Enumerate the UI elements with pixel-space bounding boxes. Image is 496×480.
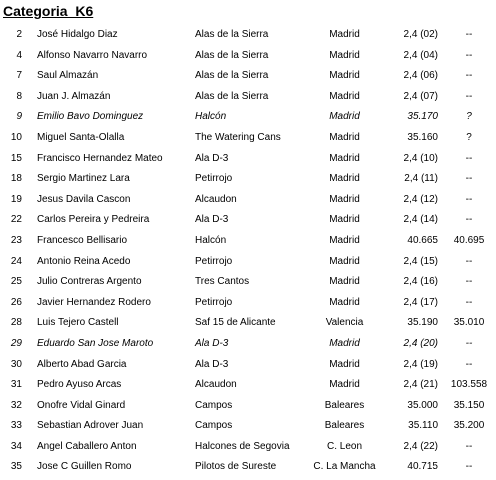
cell-result-1: 2,4 (21) (403, 379, 438, 391)
table-row (0, 190, 496, 211)
cell-number: 34 (10, 440, 22, 452)
cell-club: Tres Cantos (195, 276, 250, 288)
cell-result-1: 35.000 (407, 399, 438, 411)
cell-region: Baleares (324, 399, 365, 411)
cell-club: Alas de la Sierra (195, 90, 269, 102)
cell-result-2: 35.010 (453, 317, 485, 329)
cell-result-2: 40.695 (453, 234, 485, 246)
cell-result-2: -- (465, 296, 473, 308)
table-row (0, 210, 496, 231)
cell-number: 15 (10, 152, 22, 164)
cell-region: Madrid (329, 131, 360, 143)
cell-result-2: -- (465, 255, 473, 267)
cell-number: 2 (16, 29, 22, 40)
cell-result-2: -- (465, 193, 473, 205)
cell-pilot-name: Antonio Reina Acedo (37, 255, 131, 267)
cell-result-2: ? (466, 111, 472, 123)
cell-region: Madrid (329, 276, 360, 288)
cell-result-1: 40.665 (407, 234, 438, 246)
cell-result-1: 2,4 (06) (403, 70, 438, 82)
cell-region: C. La Mancha (313, 461, 376, 473)
cell-result-1: 35.170 (407, 111, 438, 123)
cell-club: The Watering Cans (195, 131, 281, 143)
cell-club: Alcaudon (195, 379, 237, 391)
cell-number: 4 (16, 49, 22, 61)
cell-region: Madrid (329, 214, 360, 226)
cell-result-2: -- (465, 461, 473, 473)
cell-number: 25 (10, 276, 22, 288)
table-row (0, 169, 496, 190)
cell-club: Alas de la Sierra (195, 70, 269, 82)
cell-number: 31 (10, 379, 22, 391)
cell-pilot-name: Carlos Pereira y Pedreira (37, 214, 150, 226)
cell-club: Pilotos de Sureste (195, 461, 277, 473)
cell-number: 30 (10, 358, 22, 370)
cell-number: 26 (10, 296, 22, 308)
cell-result-1: 2,4 (19) (403, 358, 438, 370)
cell-result-2: -- (465, 440, 473, 452)
table-row (0, 437, 496, 458)
cell-result-1: 2,4 (22) (403, 440, 438, 452)
cell-club: Halcones de Segovia (195, 440, 290, 452)
cell-result-2: 103.558 (450, 379, 488, 391)
cell-pilot-name: Alberto Abad Garcia (37, 358, 127, 370)
cell-pilot-name: Sebastian Adrover Juan (37, 420, 144, 432)
cell-result-2: -- (465, 49, 473, 61)
table-row (0, 25, 496, 46)
cell-result-1: 2,4 (11) (404, 173, 438, 185)
table-row (0, 128, 496, 149)
cell-pilot-name: José Hidalgo Diaz (37, 29, 118, 40)
table-row (0, 416, 496, 437)
cell-result-2: -- (465, 358, 473, 370)
cell-region: Madrid (329, 29, 360, 40)
cell-result-2: ? (466, 131, 472, 143)
cell-region: Madrid (329, 152, 360, 164)
table-row (0, 46, 496, 67)
cell-club: Halcón (195, 234, 227, 246)
cell-result-1: 35.110 (408, 420, 438, 432)
cell-number: 8 (16, 90, 22, 102)
cell-result-1: 2,4 (07) (403, 90, 438, 102)
cell-club: Halcón (195, 111, 227, 123)
cell-pilot-name: Pedro Ayuso Arcas (37, 379, 122, 391)
cell-club: Ala D-3 (195, 214, 229, 226)
cell-result-1: 2,4 (15) (403, 255, 438, 267)
table-row (0, 396, 496, 417)
cell-region: Madrid (329, 173, 360, 185)
page-title: Categoria K6 (3, 3, 94, 19)
cell-pilot-name: Sergio Martinez Lara (37, 173, 130, 185)
table-row (0, 149, 496, 170)
table-row (0, 355, 496, 376)
cell-pilot-name: Javier Hernandez Rodero (37, 296, 151, 308)
cell-result-2: -- (465, 337, 473, 349)
cell-pilot-name: Francisco Hernandez Mateo (37, 152, 163, 164)
cell-club: Petirrojo (195, 296, 233, 308)
cell-region: Madrid (329, 379, 360, 391)
cell-result-2: 35.150 (453, 399, 485, 411)
table-row (0, 252, 496, 273)
cell-pilot-name: Angel Caballero Anton (37, 440, 137, 452)
cell-number: 28 (10, 317, 22, 329)
cell-number: 35 (10, 461, 22, 473)
cell-pilot-name: Miguel Santa-Olalla (37, 131, 125, 143)
cell-club: Ala D-3 (195, 358, 229, 370)
cell-pilot-name: Jesus Davila Cascon (37, 193, 131, 205)
cell-result-2: -- (465, 90, 473, 102)
cell-number: 33 (10, 420, 22, 432)
cell-club: Alas de la Sierra (195, 29, 269, 40)
cell-pilot-name: Onofre Vidal Ginard (37, 399, 126, 411)
cell-club: Petirrojo (195, 173, 233, 185)
cell-result-1: 2,4 (14) (403, 214, 438, 226)
cell-number: 18 (10, 173, 22, 185)
cell-region: Valencia (325, 317, 364, 329)
table-row (0, 272, 496, 293)
table-row (0, 87, 496, 108)
cell-region: Madrid (329, 255, 360, 267)
table-row (0, 375, 496, 396)
cell-result-1: 2,4 (16) (403, 276, 438, 288)
cell-club: Campos (195, 399, 233, 411)
cell-club: Campos (195, 420, 233, 432)
cell-pilot-name: Emilio Bavo Dominguez (37, 111, 144, 123)
table-row (0, 334, 496, 355)
cell-number: 9 (16, 111, 22, 123)
cell-result-2: -- (465, 29, 473, 40)
cell-result-2: -- (465, 276, 473, 288)
cell-region: Madrid (329, 337, 360, 349)
cell-club: Alcaudon (195, 193, 237, 205)
cell-pilot-name: Luis Tejero Castell (37, 317, 119, 329)
cell-result-2: 35.200 (453, 420, 485, 432)
cell-result-1: 2,4 (02) (403, 29, 438, 40)
cell-club: Petirrojo (195, 255, 233, 267)
cell-result-1: 2,4 (17) (403, 296, 438, 308)
table-row (0, 107, 496, 128)
results-table (0, 25, 496, 478)
cell-region: Madrid (329, 193, 360, 205)
cell-result-1: 2,4 (10) (403, 152, 438, 164)
cell-pilot-name: Alfonso Navarro Navarro (37, 49, 148, 61)
cell-region: Madrid (329, 49, 360, 61)
cell-pilot-name: Saul Almazán (37, 70, 99, 82)
cell-club: Saf 15 de Alicante (195, 317, 276, 329)
cell-pilot-name: Eduardo San Jose Maroto (37, 337, 154, 349)
cell-number: 32 (10, 399, 22, 411)
cell-pilot-name: Jose C Guillen Romo (37, 461, 132, 473)
cell-number: 7 (16, 70, 22, 82)
cell-region: Madrid (329, 90, 360, 102)
cell-result-2: -- (465, 70, 473, 82)
table-row (0, 293, 496, 314)
cell-pilot-name: Francesco Bellisario (37, 234, 128, 246)
cell-result-1: 2,4 (12) (403, 193, 438, 205)
table-row (0, 231, 496, 252)
cell-region: Madrid (329, 111, 360, 123)
cell-pilot-name: Julio Contreras Argento (37, 276, 142, 288)
cell-region: Madrid (329, 70, 360, 82)
cell-number: 23 (10, 234, 22, 246)
table-row (0, 66, 496, 87)
cell-region: Madrid (329, 296, 360, 308)
cell-number: 19 (10, 193, 22, 205)
cell-result-2: -- (465, 214, 473, 226)
cell-pilot-name: Juan J. Almazán (37, 90, 111, 102)
cell-region: C. Leon (326, 440, 363, 452)
cell-number: 10 (10, 131, 22, 143)
cell-region: Madrid (329, 234, 360, 246)
cell-number: 24 (10, 255, 22, 267)
table-row (0, 313, 496, 334)
cell-result-2: -- (465, 173, 473, 185)
cell-club: Ala D-3 (195, 337, 229, 349)
cell-club: Alas de la Sierra (195, 49, 269, 61)
cell-number: 22 (10, 214, 22, 226)
cell-result-1: 35.190 (407, 317, 438, 329)
cell-result-1: 2,4 (04) (403, 49, 438, 61)
cell-result-2: -- (465, 152, 473, 164)
cell-result-1: 40.715 (407, 461, 438, 473)
cell-club: Ala D-3 (195, 152, 229, 164)
table-row (0, 457, 496, 478)
cell-region: Baleares (324, 420, 365, 432)
cell-result-1: 35.160 (407, 131, 438, 143)
cell-result-1: 2,4 (20) (403, 337, 438, 349)
cell-region: Madrid (329, 358, 360, 370)
cell-number: 29 (10, 337, 22, 349)
